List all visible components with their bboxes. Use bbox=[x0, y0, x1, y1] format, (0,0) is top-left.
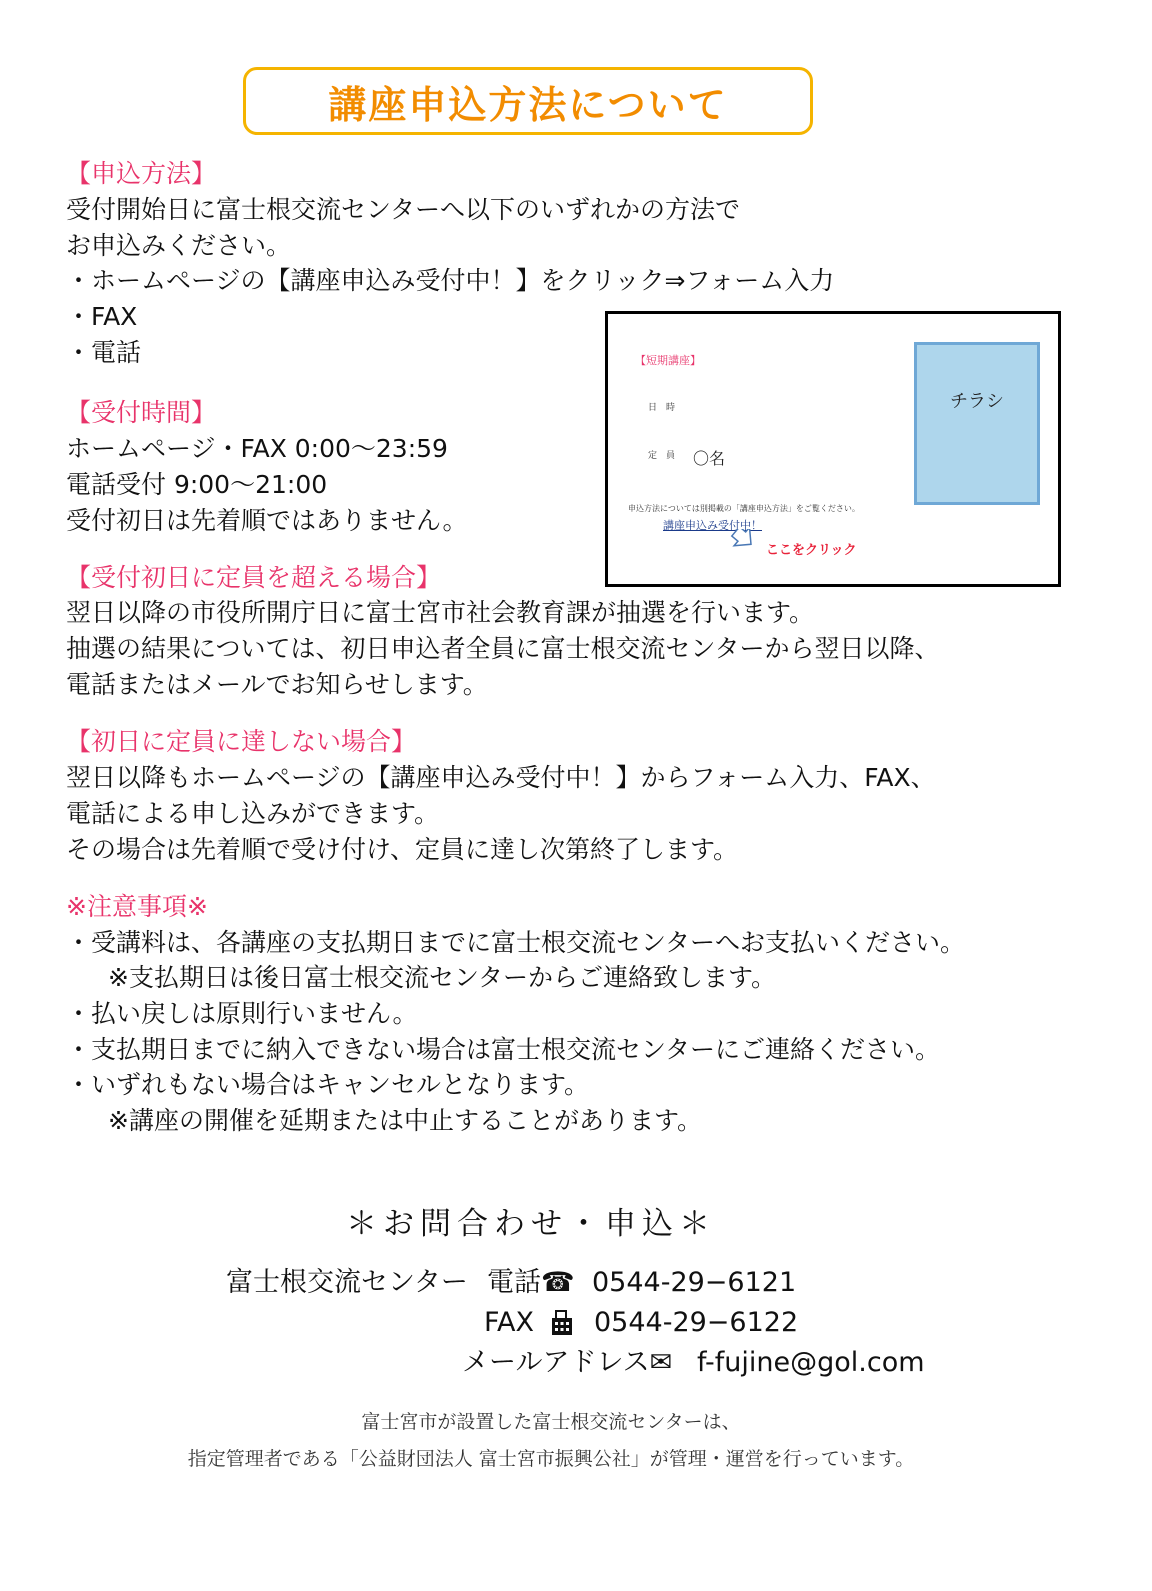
notes-line: ・受講料は、各講座の支払期日までに富士根交流センターへお支払いください。 bbox=[66, 928, 966, 957]
method-line: ・FAX bbox=[66, 302, 138, 331]
title-box bbox=[243, 67, 813, 135]
hours-line: 受付初日は先着順ではありません。 bbox=[66, 506, 468, 535]
phone-label: 電話☎ bbox=[487, 1267, 575, 1298]
flyer-apply-link[interactable]: 講座申込み受付中！ bbox=[663, 519, 762, 532]
flyer-capacity-label: 定 員 bbox=[648, 451, 676, 461]
notes-line: ※支払期日は後日富士根交流センターからご連絡致します。 bbox=[108, 963, 776, 992]
flyer-image-placeholder bbox=[914, 342, 1040, 505]
notes-heading: ※注意事項※ bbox=[66, 892, 208, 921]
center-name: 富士根交流センター bbox=[226, 1267, 468, 1298]
notes-line: ・支払期日までに納入できない場合は富士根交流センターにご連絡ください。 bbox=[66, 1035, 941, 1064]
page-title: 講座申込方法について bbox=[328, 82, 728, 127]
notes-line: ・いずれもない場合はキャンセルとなります。 bbox=[66, 1070, 590, 1099]
over-line: 電話またはメールでお知らせします。 bbox=[66, 670, 488, 699]
fax-icon bbox=[550, 1310, 574, 1336]
flyer-example bbox=[605, 311, 1061, 587]
flyer-image-label: チラシ bbox=[950, 391, 1004, 412]
method-line: ・ホームページの【講座申込み受付中！】をクリック⇒フォーム入力 bbox=[66, 266, 835, 295]
under-line: 翌日以降もホームページの【講座申込み受付中！】からフォーム入力、FAX、 bbox=[66, 763, 936, 792]
method-line: お申込みください。 bbox=[66, 231, 292, 260]
notes-line: ・払い戻しは原則行いません。 bbox=[66, 999, 418, 1028]
under-line: その場合は先着順で受け付け、定員に達し次第終了します。 bbox=[66, 835, 739, 864]
mail-address[interactable]: f-fujine@gol.com bbox=[697, 1347, 925, 1378]
over-heading: 【受付初日に定員を超える場合】 bbox=[66, 563, 442, 592]
fax-number: 0544-29−6122 bbox=[594, 1307, 799, 1338]
hours-line: 電話受付 9:00～21:00 bbox=[66, 470, 328, 499]
contact-heading: ＊お問合わせ・申込＊ bbox=[346, 1206, 716, 1242]
over-line: 抽選の結果については、初日申込者全員に富士根交流センターから翌日以降、 bbox=[66, 634, 940, 663]
footer-line-2: 指定管理者である「公益財団法人 富士宮市振興公社」が管理・運営を行っています。 bbox=[187, 1448, 915, 1470]
method-line: ・電話 bbox=[66, 338, 142, 367]
flyer-note: 申込方法については別掲載の「講座申込方法」をご覧ください。 bbox=[628, 504, 860, 513]
flyer-capacity-value: 〇名 bbox=[693, 449, 726, 468]
phone-number: 0544-29−6121 bbox=[592, 1267, 797, 1298]
hours-line: ホームページ・FAX 0:00～23:59 bbox=[66, 434, 448, 463]
pointer-arrow-icon bbox=[728, 529, 764, 559]
method-line: 受付開始日に富士根交流センターへ以下のいずれかの方法で bbox=[66, 195, 741, 224]
over-line: 翌日以降の市役所開庁日に富士宮市社会教育課が抽選を行います。 bbox=[66, 598, 815, 627]
hours-heading: 【受付時間】 bbox=[66, 398, 217, 427]
under-line: 電話による申し込みができます。 bbox=[66, 799, 440, 828]
flyer-date-label: 日 時 bbox=[648, 403, 676, 413]
flyer-tag: 【短期講座】 bbox=[635, 354, 701, 367]
flyer-click-label: ここをクリック bbox=[766, 543, 857, 558]
under-heading: 【初日に定員に達しない場合】 bbox=[66, 727, 417, 756]
notes-line: ※講座の開催を延期または中止することがあります。 bbox=[108, 1106, 702, 1135]
method-heading: 【申込方法】 bbox=[66, 159, 217, 188]
mail-label: メールアドレス✉ bbox=[462, 1347, 673, 1378]
fax-label: FAX bbox=[484, 1307, 535, 1338]
footer-line-1: 富士宮市が設置した富士根交流センターは、 bbox=[361, 1411, 741, 1433]
